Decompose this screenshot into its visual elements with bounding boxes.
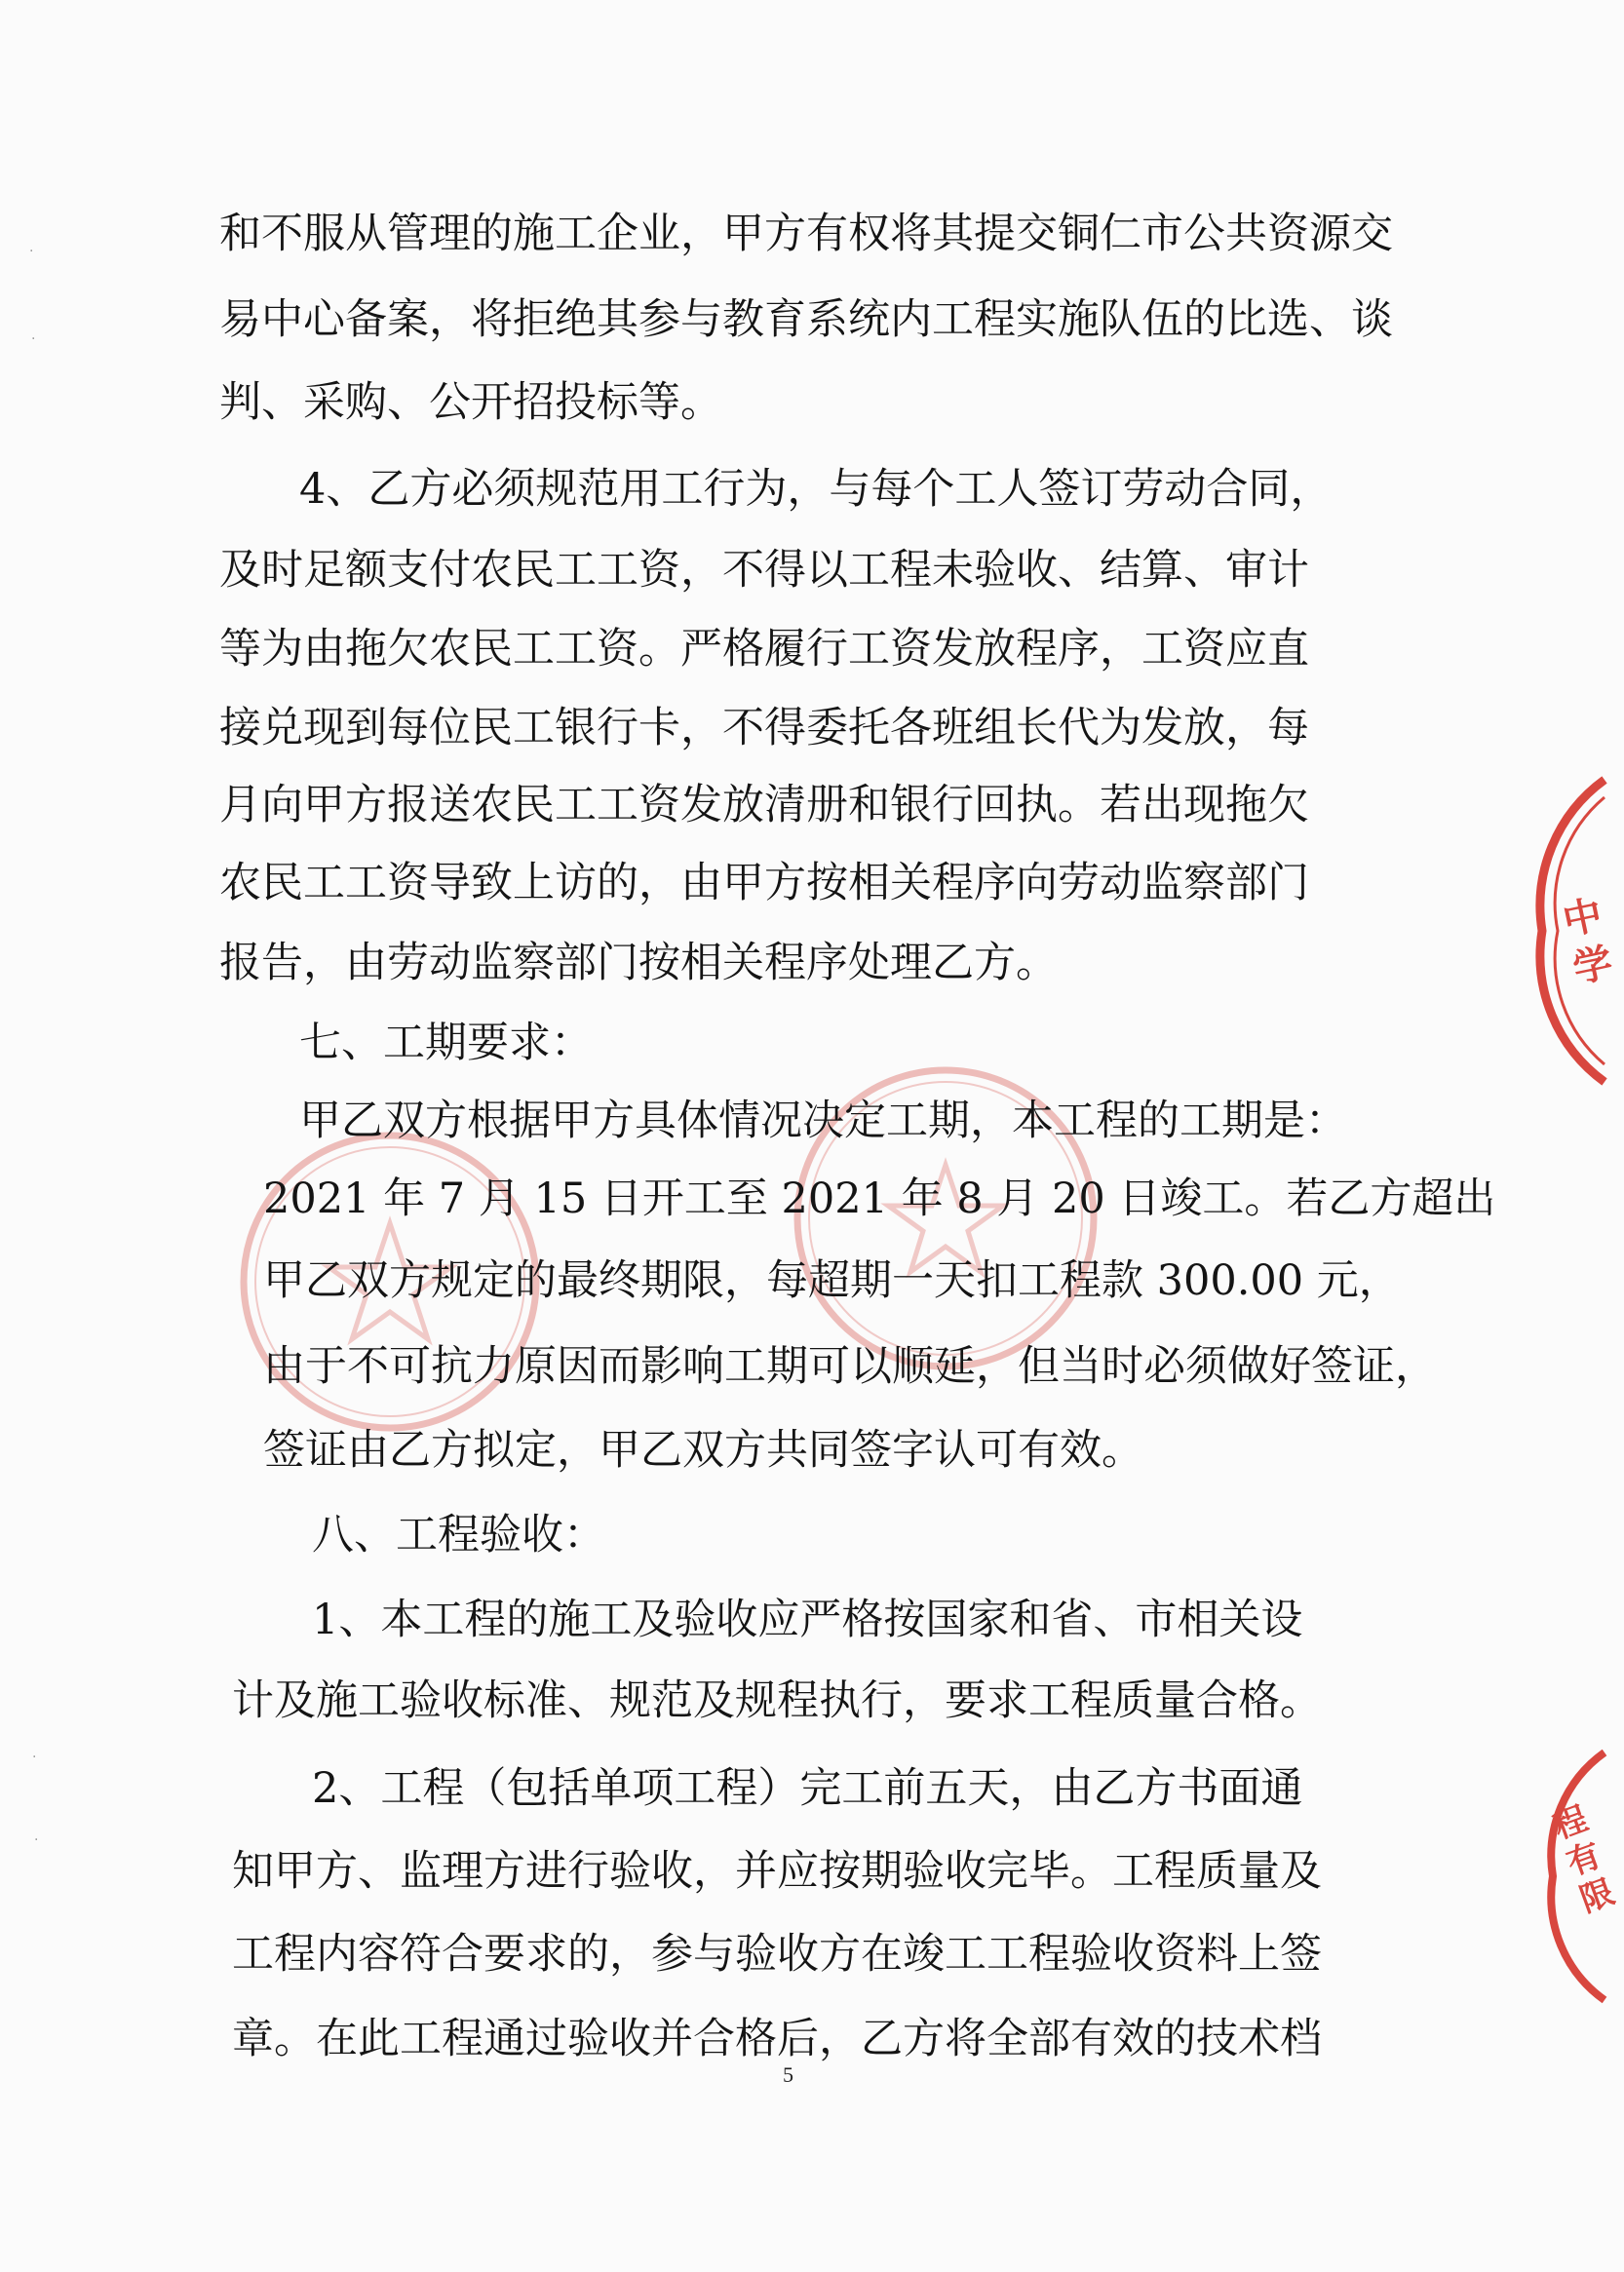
body-line-21: 知甲方、监理方进行验收，并应按期验收完毕。工程质量及 xyxy=(232,1847,1322,1896)
body-line-23: 章。在此工程通过验收并合格后，乙方将全部有效的技术档 xyxy=(232,2015,1322,2063)
body-line-22: 工程内容符合要求的，参与验收方在竣工工程验收资料上签 xyxy=(232,1930,1322,1979)
body-line-6: 等为由拖欠农民工工资。严格履行工资发放程序，工资应直 xyxy=(219,625,1309,674)
scan-speck: · xyxy=(31,331,36,347)
body-line-13: 2021 年 7 月 15 日开工至 2021 年 8 月 20 日竣工。若乙方超出 xyxy=(263,1175,1496,1223)
body-line-3: 判、采购、公开招投标等。 xyxy=(219,378,722,427)
edge-seal-upper-text: 中学 xyxy=(1553,893,1618,998)
body-line-1: 和不服从管理的施工企业，甲方有权将其提交铜仁市公共资源交 xyxy=(219,210,1393,258)
edge-seal-lower-text: 程有限 xyxy=(1542,1799,1620,1924)
body-line-2: 易中心备案，将拒绝其参与教育系统内工程实施队伍的比选、谈 xyxy=(219,295,1393,344)
body-line-4: 4、乙方必须规范用工行为，与每个工人签订劳动合同， xyxy=(299,465,1333,514)
body-line-18: 1、本工程的施工及验收应严格按国家和省、市相关设 xyxy=(312,1596,1303,1644)
body-line-9: 农民工工资导致上访的，由甲方按相关程序向劳动监察部门 xyxy=(219,859,1309,907)
edge-seal-upper xyxy=(1521,770,1605,1092)
page-number: 5 xyxy=(783,2062,793,2087)
body-line-5: 及时足额支付农民工工资，不得以工程未验收、结算、审计 xyxy=(219,546,1309,595)
body-line-7: 接兑现到每位民工银行卡，不得委托各班组长代为发放，每 xyxy=(219,704,1309,752)
scan-speck: · xyxy=(34,1832,39,1848)
scan-speck: · xyxy=(29,244,34,259)
body-line-14: 甲乙双方规定的最终期限，每超期一天扣工程款 300.00 元， xyxy=(263,1256,1401,1305)
section-heading-acceptance: 八、工程验收： xyxy=(312,1511,605,1560)
body-line-10: 报告，由劳动监察部门按相关程序处理乙方。 xyxy=(219,939,1058,987)
body-line-12: 甲乙双方根据甲方具体情况决定工期，本工程的工期是： xyxy=(299,1097,1347,1145)
body-line-15: 由于不可抗力原因而影响工期可以顺延，但当时必须做好签证， xyxy=(263,1342,1437,1391)
body-line-8: 月向甲方报送农民工工资发放清册和银行回执。若出现拖欠 xyxy=(219,781,1309,829)
body-line-16: 签证由乙方拟定，甲乙双方共同签字认可有效。 xyxy=(263,1426,1143,1475)
section-heading-construction-period: 七、工期要求： xyxy=(299,1019,593,1067)
edge-seal-lower xyxy=(1535,1745,1605,2008)
body-line-20: 2、工程（包括单项工程）完工前五天，由乙方书面通 xyxy=(312,1764,1303,1813)
body-line-19: 计及施工验收标准、规范及规程执行，要求工程质量合格。 xyxy=(232,1676,1322,1725)
scan-speck: · xyxy=(32,1750,37,1765)
